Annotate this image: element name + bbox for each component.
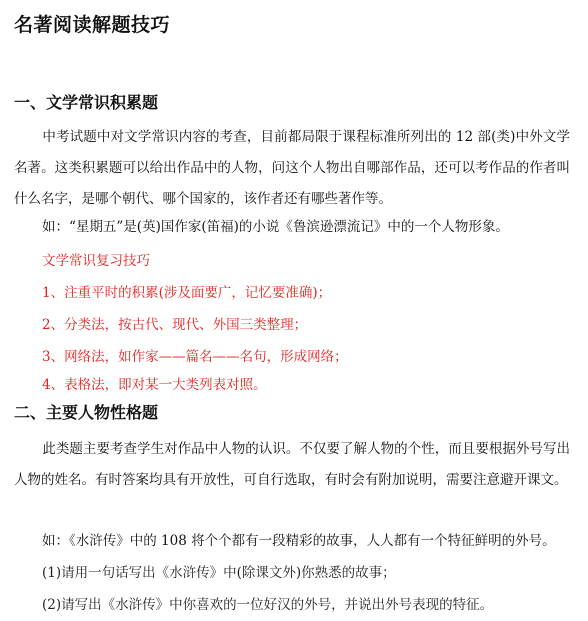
tip-item: 4、表格法，即对某一大类列表对照。 (42, 377, 267, 393)
section1-paragraph: 中考试题中对文学常识内容的考查，目前都局限于课程标准所列出的 12 部(类)中外文学名著。这类积累题可以给出作品中的人物，问这个人物出自哪部作品，还可以考作品的作者叫什么名字，是哪个朝代、哪个国家的，该作者还有哪些著作等。 (14, 129, 570, 207)
tip-item: 1、注重平时的积累(涉及面要广，记忆要准确)； (42, 285, 332, 301)
section-heading-character-traits: 二、主要人物性格题 (14, 403, 159, 422)
section1-example: 如：“星期五”是(英)国作家(笛福)的小说《鲁滨逊漂流记》中的一个人物形象。 (42, 219, 509, 235)
tips-title: 文学常识复习技巧 (42, 253, 150, 269)
tip-item: 2、分类法，按古代、现代、外国三类整理； (42, 317, 308, 333)
tip-item: 3、网络法，如作家——篇名——名句，形成网络； (42, 349, 348, 365)
question-item: (1)请用一句话写出《水浒传》中(除课文外)你熟悉的故事； (42, 565, 396, 581)
question-item: (2)请写出《水浒传》中你喜欢的一位好汉的外号，并说出外号表现的特征。 (42, 597, 494, 613)
section-heading-literary-knowledge: 一、文学常识积累题 (14, 93, 159, 112)
section2-paragraph: 此类题主要考查学生对作品中人物的认识。不仅要了解人物的个性，而且要根据外号写出人物的姓名。有时答案均具有开放性，可自行选取，有时会有附加说明，需要注意避开课文。 (14, 441, 570, 488)
page-title: 名著阅读解题技巧 (14, 14, 171, 36)
section2-example: 如：《水浒传》中的 108 将个个都有一段精彩的故事，人人都有一个特征鲜明的外号。 (42, 533, 556, 549)
